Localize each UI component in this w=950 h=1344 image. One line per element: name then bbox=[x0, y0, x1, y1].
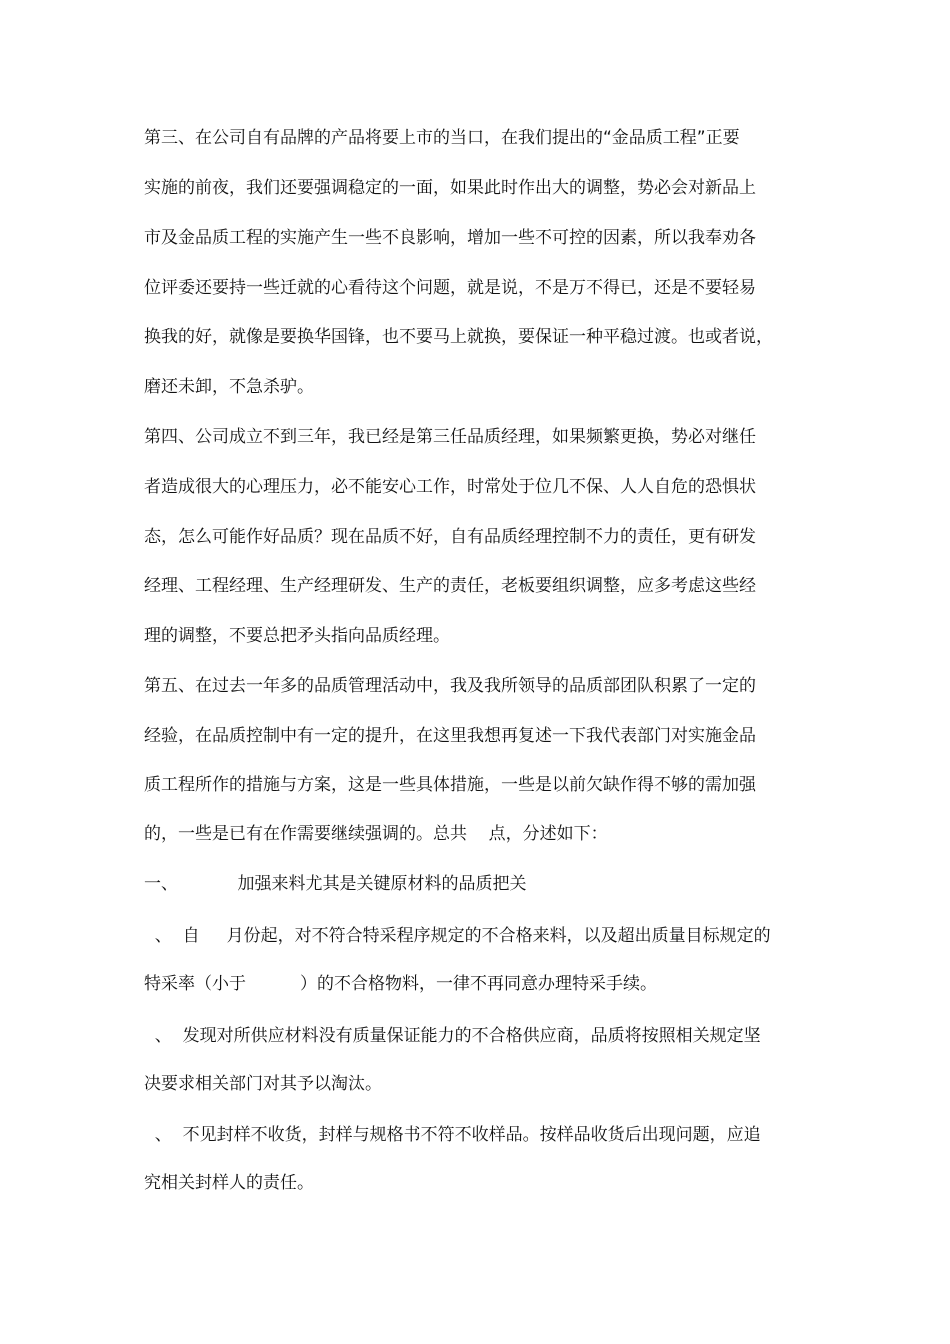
item-1-line-2: 特采率（小于 ）的不合格物料，一律不再同意办理特采手续。 bbox=[144, 974, 658, 994]
paragraph-4-line-4: 经理、工程经理、生产经理研发、生产的责任，老板要组织调整，应多考虑这些经 bbox=[144, 576, 756, 596]
paragraph-5-line-1: 第五、在过去一年多的品质管理活动中，我及我所领导的品质部团队积累了一定的 bbox=[144, 676, 756, 696]
item-3-line-1: 、 不见封样不收货，封样与规格书不符不收样品。按样品收货后出现问题，应追 bbox=[144, 1125, 761, 1145]
paragraph-5-line-4: 的，一些是已有在作需要继续强调的。总共 点，分述如下： bbox=[144, 824, 608, 844]
paragraph-3-line-2: 实施的前夜，我们还要强调稳定的一面，如果此时作出大的调整，势必会对新品上 bbox=[144, 178, 756, 198]
paragraph-4-line-3: 态，怎么可能作好品质？现在品质不好，自有品质经理控制不力的责任，更有研发 bbox=[144, 527, 756, 547]
item-3-line-2: 究相关封样人的责任。 bbox=[144, 1173, 314, 1193]
paragraph-5-line-3: 质工程所作的措施与方案，这是一些具体措施，一些是以前欠缺作得不够的需加强 bbox=[144, 775, 756, 795]
item-2-line-1: 、 发现对所供应材料没有质量保证能力的不合格供应商，品质将按照相关规定坚 bbox=[144, 1026, 761, 1046]
paragraph-3-line-4: 位评委还要持一些迁就的心看待这个问题，就是说，不是万不得已，还是不要轻易 bbox=[144, 278, 756, 298]
item-2-line-2: 决要求相关部门对其予以淘汰。 bbox=[144, 1074, 382, 1094]
paragraph-4-line-2: 者造成很大的心理压力，必不能安心工作，时常处于位几不保、人人自危的恐惧状 bbox=[144, 477, 756, 497]
paragraph-3-line-1: 第三、在公司自有品牌的产品将要上市的当口，在我们提出的“金品质工程”正要 bbox=[144, 128, 740, 148]
paragraph-3-line-6: 磨还未卸，不急杀驴。 bbox=[144, 377, 314, 397]
paragraph-4-line-1: 第四、公司成立不到三年，我已经是第三任品质经理，如果频繁更换，势必对继任 bbox=[144, 427, 756, 447]
section-heading-1: 一、 加强来料尤其是关键原材料的品质把关 bbox=[144, 874, 527, 894]
paragraph-3-line-5: 换我的好，就像是要换华国锋，也不要马上就换，要保证一种平稳过渡。也或者说， bbox=[144, 327, 773, 347]
paragraph-5-line-2: 经验，在品质控制中有一定的提升，在这里我想再复述一下我代表部门对实施金品 bbox=[144, 726, 756, 746]
paragraph-3-line-3: 市及金品质工程的实施产生一些不良影响，增加一些不可控的因素，所以我奉劝各 bbox=[144, 228, 756, 248]
item-1-line-1: 、 自 月份起，对不符合特采程序规定的不合格来料，以及超出质量目标规定的 bbox=[144, 926, 771, 946]
paragraph-4-line-5: 理的调整，不要总把矛头指向品质经理。 bbox=[144, 626, 450, 646]
